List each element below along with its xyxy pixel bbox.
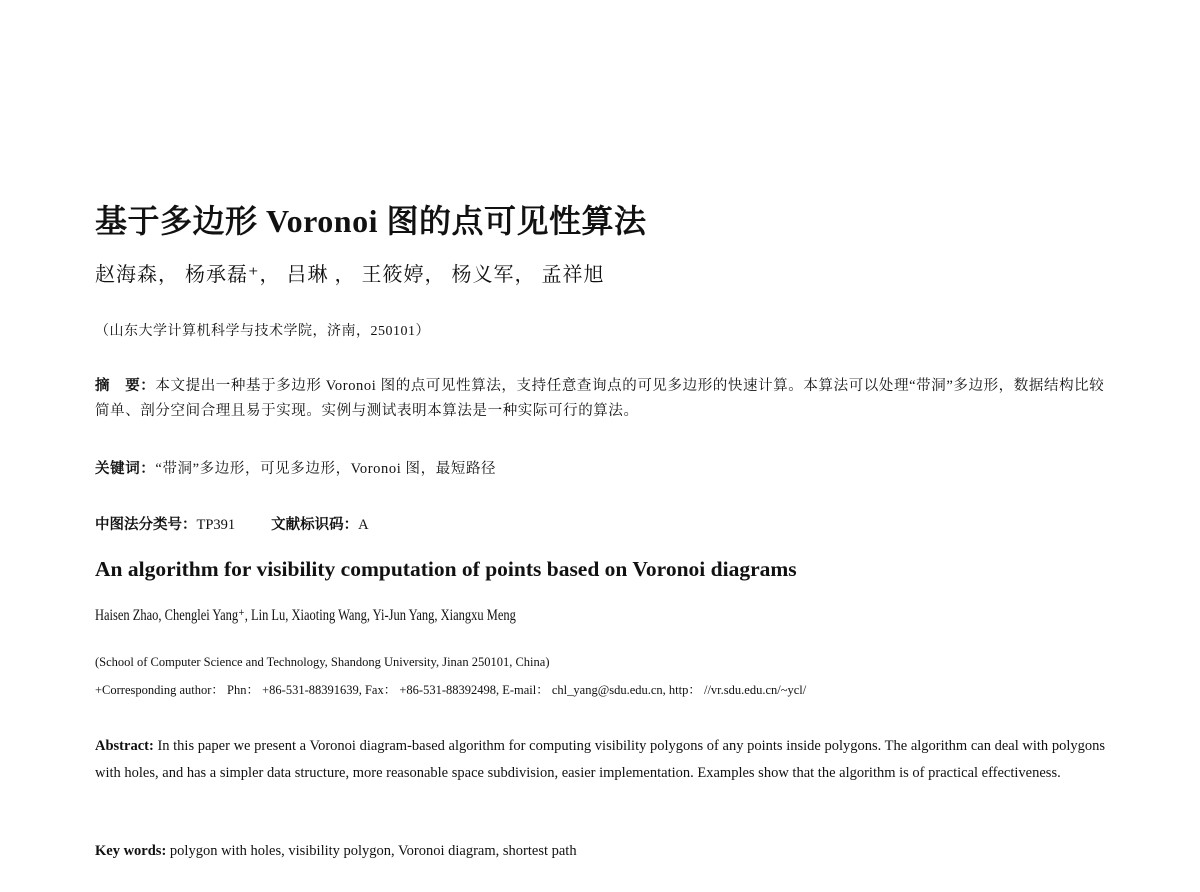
corresponding-author: +Corresponding author： Phn： +86-531-88391639, Fax： +86-531-88392498, E-mail： chl_yang@sdu.edu.cn, http： //vr.sdu.edu.cn/~ycl/ xyxy=(95,683,807,697)
doc-code-label: 文献标识码： xyxy=(271,517,359,533)
affiliation-en: (School of Computer Science and Technology, Shandong University, Jinan 250101, China) xyxy=(95,655,550,669)
abstract-text-en: In this paper we present a Voronoi diagram-based algorithm for computing visibility polygons of any points inside polygons. The algorithm can deal with polygons with holes, and has a simpler data structure, more reasonable space subdivision, easier implementation. Examples show that the algorithm is of practical effectiveness. xyxy=(95,738,1105,781)
keywords-label-cn: 关键词： xyxy=(95,461,156,477)
classification-line xyxy=(95,513,369,534)
keywords-cn xyxy=(95,457,496,478)
keywords-en xyxy=(95,843,577,860)
affiliation-cn: （山东大学计算机科学与技术学院，济南，250101） xyxy=(95,324,430,339)
paper-title-cn: 基于多边形 Voronoi 图的点可见性算法 xyxy=(95,203,647,239)
class-value: TP391 xyxy=(196,517,236,533)
abstract-cn xyxy=(95,374,1105,424)
author-list-cn: 赵海森， 杨承磊⁺， 吕琳 ， 王筱婷， 杨义军， 孟祥旭 xyxy=(95,264,605,286)
keywords-text-cn: “带洞”多边形，可见多边形，Voronoi 图，最短路径 xyxy=(155,461,497,477)
abstract-label-cn: 摘 要： xyxy=(95,378,156,394)
keywords-text-en: polygon with holes, visibility polygon, Voronoi diagram, shortest path xyxy=(166,843,577,859)
author-list-en: Haisen Zhao, Chenglei Yang⁺, Lin Lu, Xiaoting Wang, Yi-Jun Yang, Xiangxu Meng xyxy=(95,607,516,624)
keywords-label-en: Key words: xyxy=(95,843,167,859)
class-label: 中图法分类号： xyxy=(95,517,197,533)
doc-code-value: A xyxy=(358,517,369,533)
abstract-en xyxy=(95,733,1105,787)
abstract-text-cn: 本文提出一种基于多边形 Voronoi 图的点可见性算法，支持任意查询点的可见多边形的快速计算。本算法可以处理“带洞”多边形，数据结构比较简单、剖分空间合理且易于实现。实例与测试表明本算法是一种实际可行的算法。 xyxy=(95,378,1105,419)
paper-title-en: An algorithm for visibility computation of points based on Voronoi diagrams xyxy=(95,557,797,581)
abstract-label-en: Abstract: xyxy=(95,738,154,754)
